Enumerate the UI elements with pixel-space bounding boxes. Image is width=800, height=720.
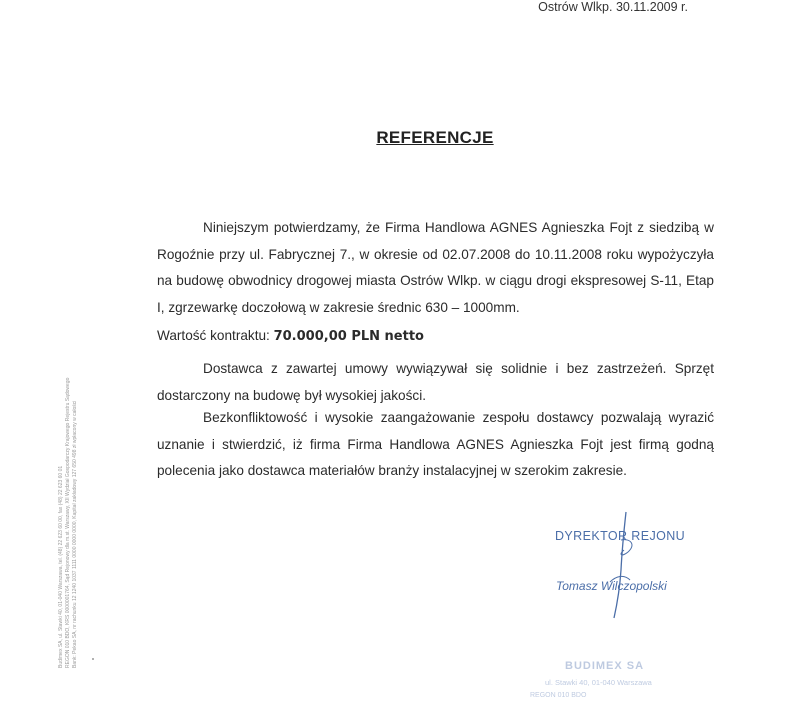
stamp-line-2: ul. Stawki 40, 01-040 Warszawa — [545, 678, 652, 687]
letter-title: REFERENCJE — [376, 128, 494, 147]
paragraph-reliability: Dostawca z zawartej umowy wywiązywał się solidnie i bez zastrzeżeń. Sprzęt dostarczony na budowę był wysokiej jakości. — [157, 361, 714, 403]
contract-value-amount: 70.000,00 PLN netto — [273, 329, 424, 344]
stamp-line-1: BUDIMEX SA — [565, 660, 645, 672]
scan-speck — [92, 658, 94, 660]
signatory-position: DYREKTOR REJONU — [555, 529, 686, 543]
contract-value-label: Wartość kontraktu: — [157, 328, 274, 343]
company-stamp — [530, 660, 710, 720]
contract-value-line — [157, 323, 714, 351]
letter-date: Ostrów Wlkp. 30.11.2009 r. — [538, 0, 688, 14]
company-footer-vertical — [58, 28, 79, 668]
footer-line-3: Bank: Pekao SA, nr rachunku 12 1240 1037 1111 0000 0000 0000, Kapitał zakładowy 127 650 498 zł wpłacony w całości — [72, 400, 78, 668]
footer-line-1: Budimex SA, ul. Stawki 40, 01-040 Warszawa, tel. (48) 22 623 60 00, fax (48) 22 623 60 01 — [58, 465, 64, 668]
handwritten-signature — [596, 510, 656, 620]
stamp-line-3: REGON 010 BDO — [530, 692, 587, 699]
signatory-name: Tomasz Wilczopolski — [556, 579, 667, 593]
paragraph-confirmation: Niniejszym potwierdzamy, że Firma Handlowa AGNES Agnieszka Fojt z siedzibą w Rogoźnie przy ul. Fabrycznej 7., w okresie od 02.07.2008 do 10.11.2008 roku wypożyczyła na budowę obwodnicy drogowej miasta Ostrów Wlkp. w ciągu drogi ekspresowej S-11, Etap I, zgrzewarkę doczołową w zakresie średnic 630 – 1000mm. — [157, 220, 714, 315]
paragraph-recommendation: Bezkonfliktowość i wysokie zaangażowanie zespołu dostawcy pozwalają wyrazić uznanie i stwierdzić, iż firma Firma Handlowa AGNES Agnieszka Fojt jest firmą godną polecenia jako dostawca materiałów branży instalacyjnej w szerokim zakresie. — [157, 410, 714, 478]
footer-line-2: REGON 010 BDO, KRS 0000001764, Sąd Rejonowy dla m.st. Warszawy, XII Wydział Gospodarczy Krajowego Rejestru Sądowego — [65, 377, 71, 668]
